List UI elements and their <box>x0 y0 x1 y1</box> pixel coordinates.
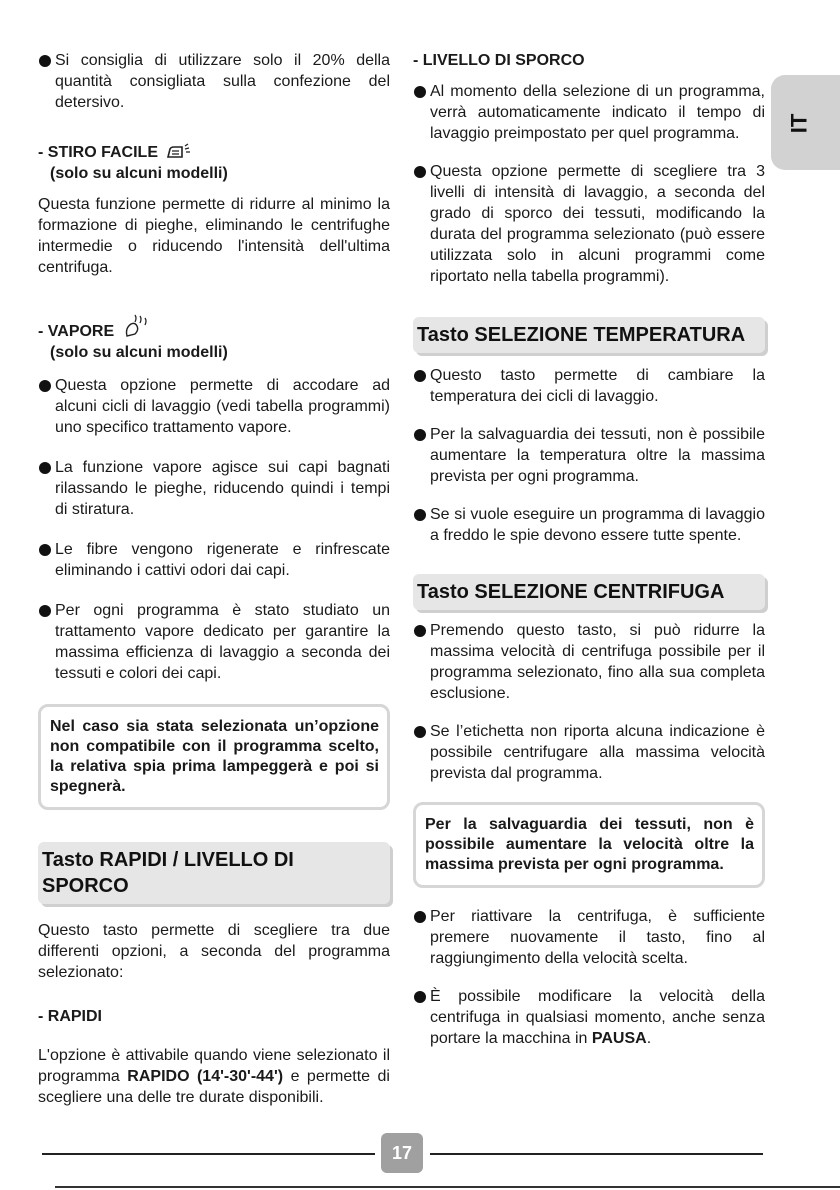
centrifuga-final-bullet: È possibile modificare la velocità della centrifuga in qualsiasi momento, anche senza portare la macchina in PAUSA. <box>413 986 765 1049</box>
bullet-dot <box>414 625 426 637</box>
bullet-text: Si consiglia di utilizzare solo il 20% della quantità consigliata sulla confezione del detersivo. <box>55 52 390 111</box>
vapore-subtitle: (solo su alcuni modelli) <box>50 344 228 361</box>
rapidi-section-heading: Tasto RAPIDI / LIVELLO DI SPORCO <box>38 842 390 904</box>
rapidi-body: L'opzione è attivabile quando viene selezionato il programma RAPIDO (14'-30'-44') e permette di scegliere una delle tre durate disponibili. <box>38 1047 390 1106</box>
spin-speed-note: Per la salvaguardia dei tessuti, non è possibile aumentare la velocità oltre la massima prevista per ogni programma. <box>413 802 765 888</box>
centrifuga-bullet: Se l’etichetta non riporta alcuna indicazione è possibile centrifugare alla massima velocità prevista dal programma. <box>413 721 765 784</box>
stiro-facile-body: Questa funzione permette di ridurre al minimo la formazione di pieghe, eliminando le centrifughe intermedie o riducendo l'intensità dell'ultima centrifuga. <box>38 196 390 276</box>
bullet-dot <box>414 86 426 98</box>
page-number: 17 <box>381 1133 423 1173</box>
footer-rule-right <box>430 1153 763 1155</box>
left-column <box>38 50 390 1108</box>
incompatible-option-note: Nel caso sia stata selezionata un’opzione non compatibile con il programma scelto, la relativa spia prima lampeggerà e poi si spegnerà. <box>38 704 390 810</box>
bullet-dot <box>414 509 426 521</box>
sporco-bullet: Questa opzione permette di scegliere tra 3 livelli di intensità di lavaggio, a seconda del grado di sporco dei tessuti, modificando la durata del programma selezionato (può essere utilizzata solo in alcuni programmi come riportato nella tabella programmi). <box>413 161 765 287</box>
bullet-dot <box>39 380 51 392</box>
right-column <box>413 50 765 1049</box>
language-tab <box>771 75 840 170</box>
language-tab-label: IT <box>786 113 812 134</box>
sporco-bullet: Al momento della selezione di un programma, verrà automaticamente indicato il tempo di lavaggio preimpostato per quel programma. <box>413 81 765 144</box>
vapore-bullet: La funzione vapore agisce sui capi bagnati rilassando le pieghe, riducendo quindi i tempi di stiratura. <box>38 457 390 520</box>
centrifuga-section-heading: Tasto SELEZIONE CENTRIFUGA <box>413 574 765 610</box>
temperatura-section-heading: Tasto SELEZIONE TEMPERATURA <box>413 317 765 353</box>
bullet-dot <box>39 55 51 67</box>
bottom-rule <box>55 1186 840 1188</box>
bullet-dot <box>414 726 426 738</box>
vapore-bullet: Questa opzione permette di accodare ad alcuni cicli di lavaggio (vedi tabella programmi) uno specifico trattamento vapore. <box>38 375 390 438</box>
bullet-dot <box>39 462 51 474</box>
temperatura-bullet: Se si vuole eseguire un programma di lavaggio a freddo le spie devono essere tutte spente. <box>413 504 765 546</box>
centrifuga-bullet: Premendo questo tasto, si può ridurre la massima velocità di centrifuga possibile per il programma selezionato, fino alla sua completa esclusione. <box>413 620 765 704</box>
bullet-dot <box>414 991 426 1003</box>
iron-icon <box>166 143 192 161</box>
bullet-dot <box>414 429 426 441</box>
temperatura-bullet: Questo tasto permette di cambiare la temperatura dei cicli di lavaggio. <box>413 365 765 407</box>
temperatura-bullet: Per la salvaguardia dei tessuti, non è possibile aumentare la temperatura oltre la massima prevista per ogni programma. <box>413 424 765 487</box>
stiro-facile-title: - STIRO FACILE <box>38 142 390 163</box>
bullet-detergent <box>38 50 390 113</box>
bullet-dot <box>414 370 426 382</box>
bullet-dot <box>414 166 426 178</box>
steam-icon <box>123 312 151 338</box>
bullet-dot <box>39 544 51 556</box>
vapore-title: - VAPORE <box>38 312 390 342</box>
rapidi-intro: Questo tasto permette di scegliere tra due differenti opzioni, a seconda del programma selezionato: <box>38 922 390 981</box>
vapore-bullet: Le fibre vengono rigenerate e rinfrescate eliminando i cattivi odori dai capi. <box>38 539 390 581</box>
footer-rule-left <box>42 1153 375 1155</box>
stiro-facile-subtitle: (solo su alcuni modelli) <box>50 165 228 182</box>
centrifuga-final-bullet: Per riattivare la centrifuga, è sufficiente premere nuovamente il tasto, fino al raggiungimento della velocità scelta. <box>413 906 765 969</box>
bullet-dot <box>414 911 426 923</box>
livello-sporco-title: - LIVELLO DI SPORCO <box>413 52 585 69</box>
vapore-bullet: Per ogni programma è stato studiato un trattamento vapore dedicato per garantire la massima efficienza di lavaggio a seconda dei tessuti e colori dei capi. <box>38 600 390 684</box>
bullet-dot <box>39 605 51 617</box>
rapidi-title: - RAPIDI <box>38 1008 102 1025</box>
